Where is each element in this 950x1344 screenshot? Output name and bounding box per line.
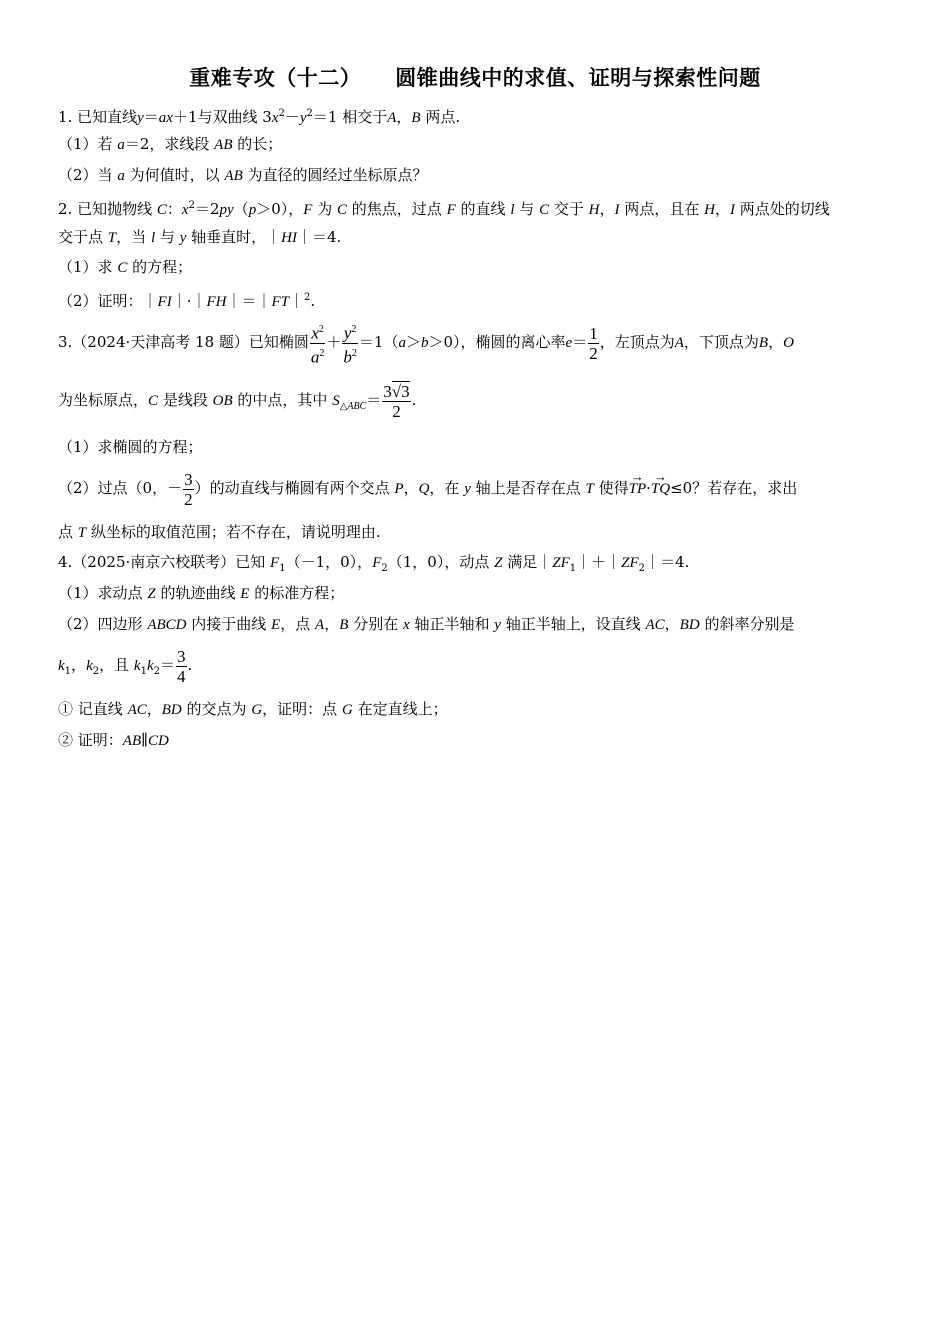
- vector-tq: → TQ: [651, 465, 670, 513]
- problem-2-question-1: （1）求 C 的方程；: [58, 258, 193, 276]
- fraction-one-half: $\frac{1}{2}$: [589, 323, 598, 363]
- problem-3-statement-line-2: 为坐标原点，C 是线段 OB 的中点，其中 $S_{\triangle ABC}=$ $\frac{3√3}{2}$ .: [58, 381, 417, 421]
- fraction-three-halves: $\frac{3}{2}$: [184, 469, 193, 509]
- fraction-three-quarters: $\frac{3}{4}$: [177, 646, 186, 686]
- problem-2-question-2: （2）证明：｜FI｜·｜FH｜＝｜FT｜$^2$.: [58, 292, 316, 310]
- problem-1-statement: 1. 已知直线y＝ax＋1与双曲线 $3x^2-y^2=1$ 相交于A，B 两点.: [58, 108, 461, 126]
- page-title: 重难专攻（十二） 圆锥曲线中的求值、证明与探索性问题: [189, 66, 761, 90]
- problem-4-question-2: （2）四边形 ABCD 内接于曲线 E，点 A，B 分别在 x 轴正半轴和 y 轴正半轴上，设直线 AC，BD 的斜率分别是: [58, 615, 795, 633]
- problem-3-question-2: （2）过点（0，－ $\frac{3}{2}$ ）的动直线与椭圆有两个交点 P，Q，在 y 轴上是否存在点 T 使得→ TP·→ TQ≤0？若存在，求出: [58, 464, 797, 513]
- problem-4-statement: 4.（2025·南京六校联考）已知 $F_1(-1$，0），$F_2(1$，0），动点 Z 满足$|ZF_1|+|ZF_2|=4$.: [58, 553, 690, 574]
- problem-4-sub-2: ② 证明：AB∥CD: [58, 731, 169, 749]
- problem-2-statement-line-1: 2. 已知抛物线 C：$x^2=2py(p>0)$，F 为 C 的焦点，过点 F 的直线 l 与 C 交于 H，I 两点，且在 H，I 两点处的切线: [58, 200, 830, 218]
- problem-4-question-1: （1）求动点 Z 的轨迹曲线 E 的标准方程；: [58, 584, 345, 602]
- problem-1-question-2: （2）当 a 为何值时，以 AB 为直径的圆经过坐标原点？: [58, 166, 428, 184]
- problem-3-question-2-line-2: 点 T 纵坐标的取值范围；若不存在，请说明理由.: [58, 523, 381, 541]
- problem-2-statement-line-2: 交于点 T，当 l 与 y 轴垂直时，｜HI｜＝4.: [58, 228, 342, 246]
- problem-4-question-2-line-2: $k_1$，$k_2$，且 $k_1k_2=$ $\frac{3}{4}$ .: [58, 646, 193, 686]
- problem-3-statement-line-1: 3.（2024·天津高考 18 题）已知椭圆 $\frac{x^2}{a^2}$ ＋ $\frac{y^2}{b^2}$ ＝1（a＞b＞0），椭圆的离心率e＝ $\frac{1}{2}$ ，左顶点为A，下顶点为B，O: [58, 318, 794, 367]
- problem-1-question-1: （1）若 a＝2，求线段 AB 的长；: [58, 135, 283, 153]
- fraction-area: $\frac{3√3}{2}$: [383, 381, 410, 421]
- vector-tp: → TP: [629, 465, 647, 513]
- problem-4-sub-1: ① 记直线 AC，BD 的交点为 G，证明：点 G 在定直线上；: [58, 700, 448, 718]
- fraction-y2-over-b2: $\frac{y^2}{b^2}$: [343, 323, 357, 367]
- fraction-x2-over-a2: $\frac{x^2}{a^2}$: [310, 323, 325, 367]
- problem-3-question-1: （1）求椭圆的方程；: [58, 438, 203, 456]
